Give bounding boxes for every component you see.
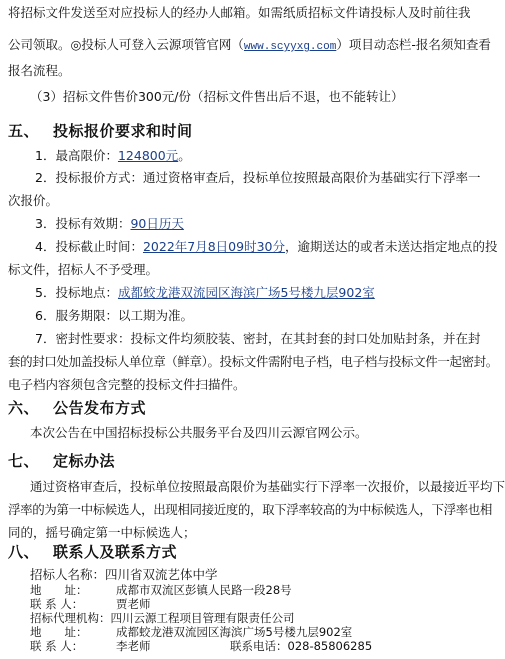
section-7-number: 七、 (8, 452, 40, 470)
s5-item-2-line-2 (8, 190, 464, 212)
tenderer-value: 四川省双流艺体中学 (105, 567, 218, 582)
s5-item-2-line-1 (35, 167, 481, 189)
s5-item-2-text-2: 次报价。 (8, 193, 59, 208)
s5-item-7-text-2: 套的封口处加盖投标人单位章（鲜章）。投标文件需附电子档，电子档与投标文件一起密封。 (8, 354, 498, 369)
s5-item-4-text-2: 标文件，招标人不予受理。 (8, 262, 159, 277)
section-5-number: 五、 (8, 122, 40, 140)
s5-item-7-line-2 (8, 351, 498, 373)
address-2-value: 成都蛟龙港双流园区海滨广场5号楼九层902室 (116, 625, 353, 639)
validity-value: 90日历天 (130, 216, 184, 231)
s5-item-1-end: 。 (178, 148, 191, 163)
section-5-heading (8, 120, 464, 142)
s7-text-3: 同的，摇号确定第一中标候选人； (8, 525, 196, 540)
contact-1-value: 贾老师 (116, 597, 151, 611)
section-6-title: 公告发布方式 (53, 399, 147, 417)
agency-label: 招标代理机构： (30, 611, 111, 625)
address-2-label: 地 址： (30, 625, 88, 639)
section-8-number: 八、 (8, 543, 40, 561)
website-link[interactable]: www.scyyxg.com (243, 41, 337, 53)
intro-line-1-text: 将招标文件发送至对应投标人的经办人邮箱。如需纸质招标文件请投标人及时前往我 (8, 5, 471, 20)
section-7-title: 定标办法 (53, 452, 116, 470)
s5-item-4-line-1 (35, 236, 498, 258)
intro-line-2-suffix: ）项目动态栏-报名须知查看 (336, 37, 491, 52)
s7-text-1: 通过资格审查后，投标单位按照最高限价为基础实行下浮率一次报价，以最接近平均下 (30, 479, 505, 494)
s5-item-6-text: 6．服务期限：以工期为准。 (35, 308, 193, 323)
section-5-title: 投标报价要求和时间 (53, 122, 193, 140)
section-8-title: 联系人及联系方式 (53, 543, 178, 561)
s5-item-4-suffix: ，逾期送达的或者未送达指定地点的投 (285, 239, 498, 254)
s7-line-2 (8, 499, 493, 521)
s5-item-7-text-1: 7．密封性要求：投标文件均须胶装、密封，在其封套的封口处加贴封条，并在封 (35, 331, 481, 346)
section-7-heading (8, 450, 464, 472)
section-6-heading (8, 397, 464, 419)
phone-value[interactable]: 028-85806285 (287, 639, 373, 653)
s5-item-3-label: 3．投标有效期： (35, 216, 131, 231)
tenderer-row (30, 564, 464, 586)
intro-line-3 (8, 60, 464, 82)
intro-line-3-text: 报名流程。 (8, 63, 71, 78)
contact-2-value: 李老师 (116, 639, 151, 653)
intro-line-1 (8, 2, 471, 24)
bid-location-value: 成都蛟龙港双流园区海滨广场5号楼九层902室 (117, 285, 375, 300)
s5-item-6 (35, 305, 464, 327)
deadline-value: 2022年7月8日09时30分 (142, 239, 285, 254)
s5-item-7-line-3 (8, 374, 464, 396)
max-price-value: 124800元 (117, 148, 179, 163)
s5-item-7-line-1 (35, 328, 481, 350)
address-1-value: 成都市双流区彭镇人民路一段28号 (116, 583, 292, 597)
s5-item-3 (35, 213, 464, 235)
s6-text-content: 本次公告在中国招标投标公共服务平台及四川云源官网公示。 (30, 425, 368, 440)
s5-item-1-label: 1．最高限价： (35, 148, 118, 163)
section-6-number: 六、 (8, 399, 40, 417)
section-8-heading (8, 541, 464, 563)
s5-item-5 (35, 282, 464, 304)
s5-item-4-line-2 (8, 259, 464, 281)
s5-item-2-text-1: 2．投标报价方式：通过资格审查后，投标单位按照最高限价为基础实行下浮率一 (35, 170, 481, 185)
price-line (30, 86, 464, 108)
intro-line-2 (8, 34, 491, 58)
intro-line-2-prefix: 公司领取。◎投标人可登入云源项管官网（ (8, 37, 244, 52)
s7-text-2: 浮率的为第一中标候选人，出现相同接近度的，取下浮率较高的为中标候选人，下浮率也相 (8, 502, 493, 517)
contact-2-label: 联 系 人： (30, 639, 84, 653)
agency-value: 四川云源工程项目管理有限责任公司 (110, 611, 295, 625)
s7-line-1 (30, 476, 505, 498)
s5-item-7-text-3: 电子档内容须包含完整的投标文件扫描件。 (8, 377, 246, 392)
address-1-label: 地 址： (30, 583, 88, 597)
phone-label: 联系电话： (230, 639, 288, 653)
price-text: （3）招标文件售价300元/份（招标文件售出后不退，也不能转让） (30, 89, 404, 104)
s6-text (30, 422, 464, 444)
s5-item-4-label: 4．投标截止时间： (35, 239, 143, 254)
s5-item-5-label: 5．投标地点： (35, 285, 118, 300)
contact-1-label: 联 系 人： (30, 597, 84, 611)
tenderer-label: 招标人名称： (30, 567, 106, 582)
s5-item-1 (35, 145, 464, 167)
